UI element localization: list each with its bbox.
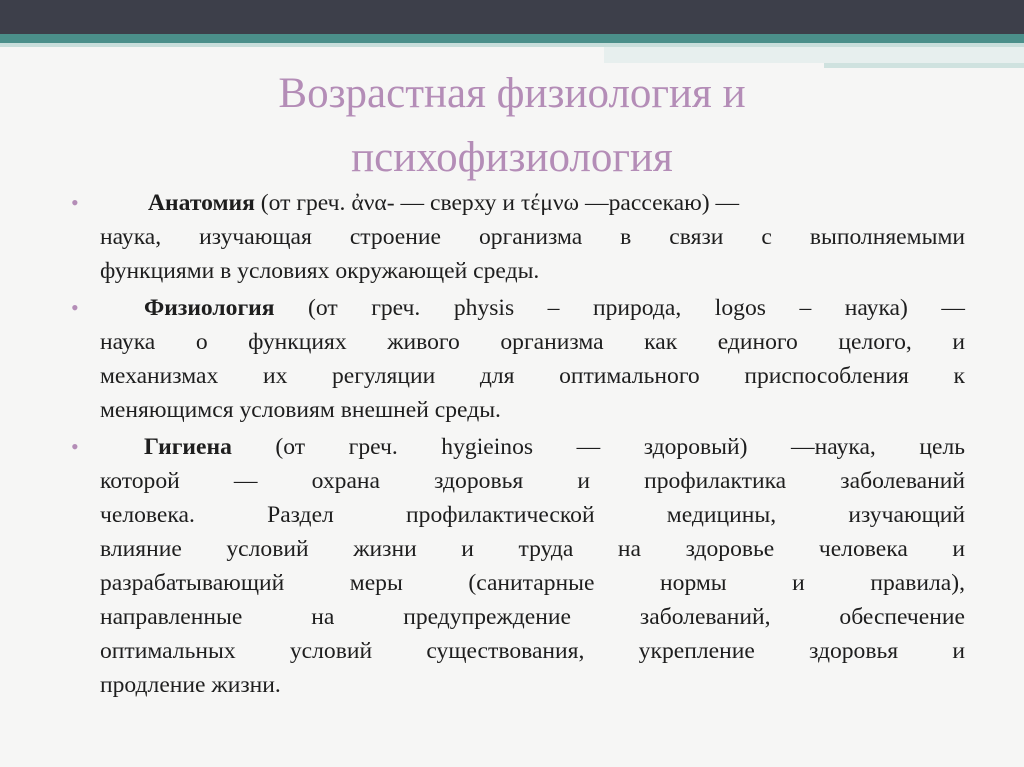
bullet-icon: • [71, 434, 79, 459]
definition-line: наука, изучающая строение организма в связи с выполняемыми [100, 224, 965, 250]
definition-line: направленные на предупреждение заболеваний, обеспечение [100, 604, 965, 630]
definition-line: влияние условий жизни и труда на здоровье человека и [100, 536, 965, 562]
definition-line: меняющимся условиям внешней среды. [100, 397, 501, 423]
bullet-list [70, 186, 965, 705]
definition-line: механизмах их регуляции для оптимального приспособления к [100, 363, 965, 389]
definition-line: оптимальных условий существования, укрепление здоровья и [100, 638, 965, 664]
item-first-line [100, 430, 965, 464]
item-first-line [100, 186, 965, 220]
bullet-icon: • [71, 190, 79, 215]
top-band [0, 0, 1024, 34]
title-line-2: психофизиология [351, 134, 673, 181]
list-item-anatomy [70, 186, 965, 288]
title-line-1: Возрастная физиология и [278, 70, 746, 117]
definition-start: (от греч. ἀνα- — сверху и τέμνω —рассекаю) — [254, 190, 740, 216]
term-physiology: Физиология [144, 295, 275, 321]
list-item-physiology [70, 291, 965, 427]
definition-line: продление жизни. [100, 672, 281, 698]
term-hygiene: Гигиена [144, 434, 232, 460]
definition-line: функциями в условиях окружающей среды. [100, 258, 540, 284]
bullet-icon: • [71, 295, 79, 320]
definition-line: человека. Раздел профилактической медицины, изучающий [100, 502, 965, 528]
teal-band [0, 34, 1024, 43]
slide-title [150, 62, 874, 190]
definition-line: наука о функциях живого организма как единого целого, и [100, 329, 965, 355]
definition-start: (от греч. hygieinos — здоровый) —наука, цель [231, 434, 965, 460]
item-first-line [100, 291, 965, 325]
definition-start: (от греч. physis – природа, logos – наука) — [274, 295, 965, 321]
definition-line: которой — охрана здоровья и профилактика заболеваний [100, 468, 965, 494]
list-item-hygiene [70, 430, 965, 702]
term-anatomy: Анатомия [148, 190, 255, 216]
definition-line: разрабатывающий меры (санитарные нормы и правила), [100, 570, 965, 596]
band-step [604, 47, 1024, 63]
